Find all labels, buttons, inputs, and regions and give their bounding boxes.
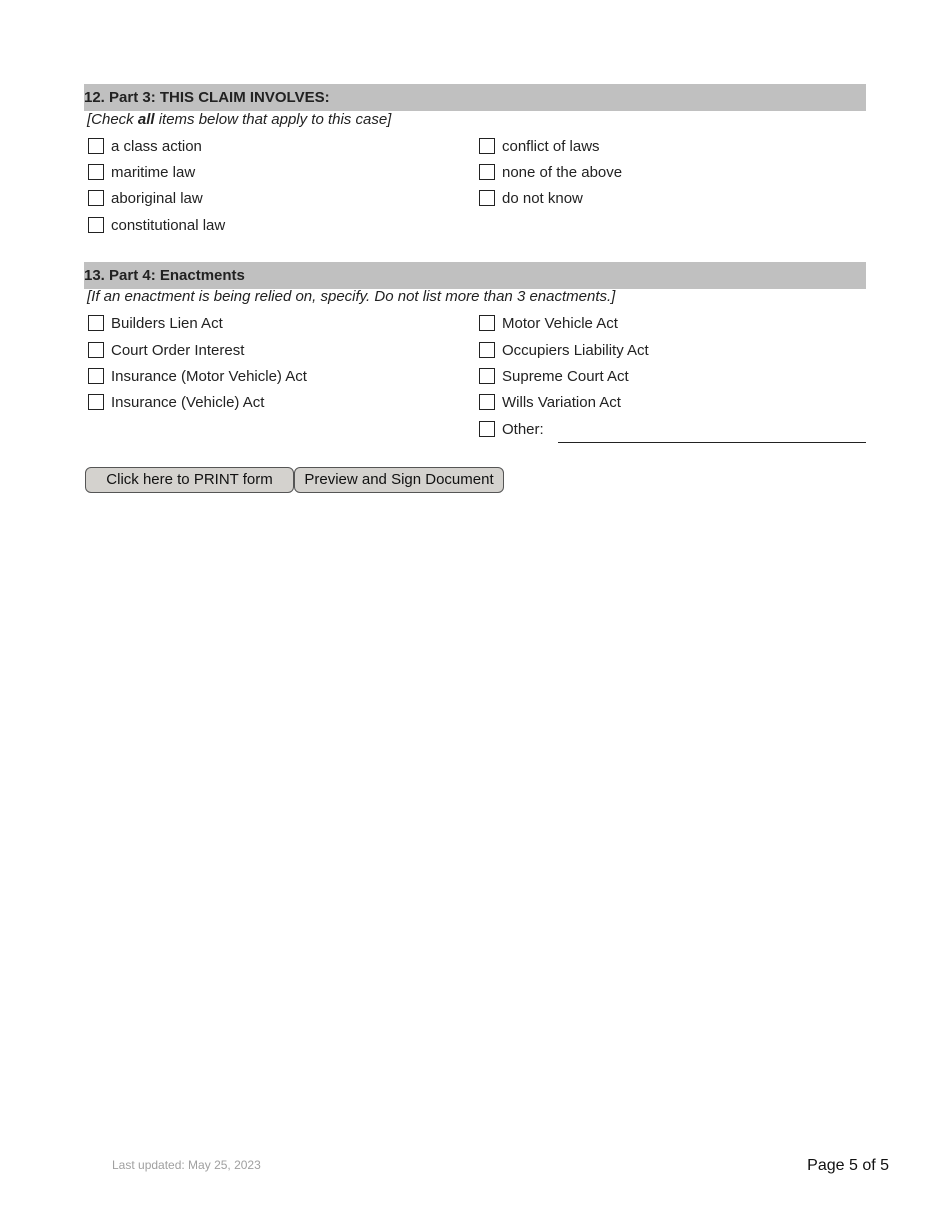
checkbox-box[interactable]	[479, 315, 495, 331]
checkbox-builders-lien-act[interactable]: Builders Lien Act	[88, 314, 223, 332]
checkbox-motor-vehicle-act[interactable]: Motor Vehicle Act	[479, 314, 618, 332]
page-number: Page 5 of 5	[807, 1157, 889, 1174]
section-12-instruction: [Check all items below that apply to this case]	[87, 111, 392, 128]
checkbox-insurance-vehicle-act[interactable]: Insurance (Vehicle) Act	[88, 393, 264, 411]
checkbox-box[interactable]	[479, 138, 495, 154]
checkbox-aboriginal-law[interactable]: aboriginal law	[88, 189, 203, 207]
print-form-button[interactable]: Click here to PRINT form	[85, 467, 294, 493]
checkbox-insurance-motor-vehicle-act[interactable]: Insurance (Motor Vehicle) Act	[88, 367, 307, 385]
checkbox-supreme-court-act[interactable]: Supreme Court Act	[479, 367, 629, 385]
checkbox-box[interactable]	[479, 342, 495, 358]
checkbox-other[interactable]: Other:	[479, 420, 544, 438]
checkbox-box[interactable]	[88, 342, 104, 358]
section-12-title: 12. Part 3: THIS CLAIM INVOLVES:	[84, 89, 330, 106]
checkbox-court-order-interest[interactable]: Court Order Interest	[88, 341, 244, 359]
checkbox-box[interactable]	[88, 164, 104, 180]
section-13-header	[84, 262, 866, 289]
checkbox-box[interactable]	[479, 164, 495, 180]
checkbox-occupiers-liability-act[interactable]: Occupiers Liability Act	[479, 341, 649, 359]
checkbox-box[interactable]	[88, 315, 104, 331]
checkbox-box[interactable]	[479, 190, 495, 206]
checkbox-box[interactable]	[88, 368, 104, 384]
preview-sign-button[interactable]: Preview and Sign Document	[294, 467, 504, 493]
checkbox-box[interactable]	[88, 217, 104, 233]
checkbox-maritime-law[interactable]: maritime law	[88, 163, 195, 181]
section-13-instruction: [If an enactment is being relied on, specify. Do not list more than 3 enactments.]	[87, 288, 616, 305]
checkbox-box[interactable]	[88, 394, 104, 410]
checkbox-box[interactable]	[88, 190, 104, 206]
checkbox-box[interactable]	[479, 394, 495, 410]
checkbox-wills-variation-act[interactable]: Wills Variation Act	[479, 393, 621, 411]
checkbox-box[interactable]	[479, 368, 495, 384]
checkbox-do-not-know[interactable]: do not know	[479, 189, 583, 207]
checkbox-box[interactable]	[88, 138, 104, 154]
last-updated-text: Last updated: May 25, 2023	[112, 1158, 261, 1172]
checkbox-class-action[interactable]: a class action	[88, 137, 202, 155]
checkbox-box[interactable]	[479, 421, 495, 437]
checkbox-constitutional-law[interactable]: constitutional law	[88, 216, 225, 234]
section-12-header	[84, 84, 866, 111]
checkbox-none-of-the-above[interactable]: none of the above	[479, 163, 622, 181]
section-13-title: 13. Part 4: Enactments	[84, 267, 245, 284]
checkbox-conflict-of-laws[interactable]: conflict of laws	[479, 137, 600, 155]
other-enactment-input[interactable]	[558, 442, 866, 443]
